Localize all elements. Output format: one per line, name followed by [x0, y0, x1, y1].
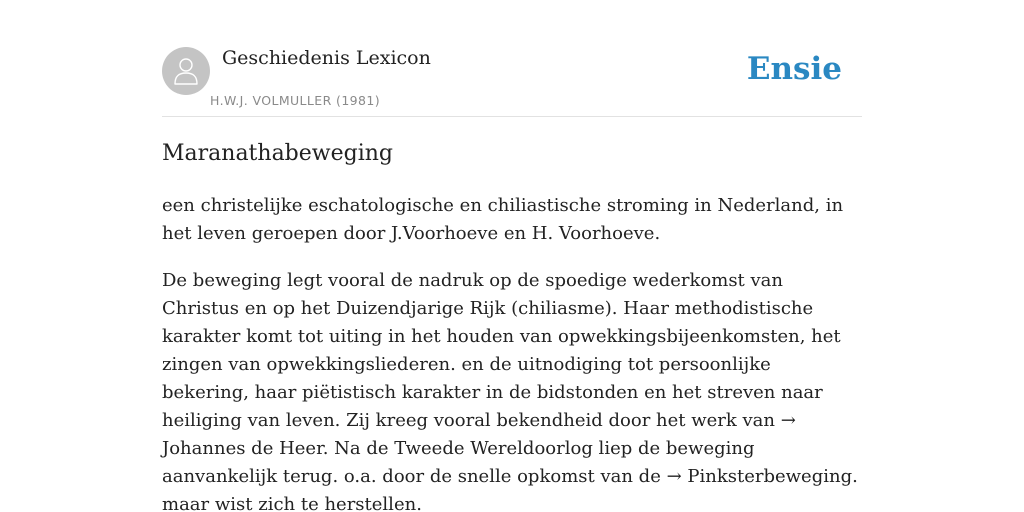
cross-reference-link-johannes-de-heer[interactable]: → Johannes de Heer — [162, 410, 796, 459]
article-title: Maranathabeweging — [162, 141, 394, 166]
article-paragraph — [162, 267, 862, 512]
paragraph-text: De beweging legt vooral de nadruk op de spoedige wederkomst van Christus en op het Duizendjarige Rijk (chiliasme). Haar methodistische karakter komt tot uiting in het houden van opwekkingsbijeenkomsten, het zingen van opwekkingsliederen. en de uitnodiging tot persoonlijke bekering, haar piëtistisch karakter in de bidstonden en het streven naar heiliging van leven. Zij kreeg vooral bekendheid door het werk van — [162, 270, 841, 431]
paragraph-text: . Na de Tweede Wereldoorlog liep de beweging aanvankelijk terug. o.a. door de snelle opkomst van de — [162, 438, 755, 487]
cross-reference-link-pinksterbeweging[interactable]: → Pinksterbeweging — [666, 466, 853, 487]
brand-logo[interactable]: Ensie — [746, 51, 842, 87]
article — [162, 138, 862, 512]
avatar — [162, 47, 210, 95]
source-author: H.W.J. VOLMULLER (1981) — [210, 93, 381, 108]
source-title[interactable]: Geschiedenis Lexicon — [222, 47, 431, 69]
paragraph-text: . maar wist zich te herstellen. — [162, 466, 858, 512]
article-paragraph: een christelijke eschatologische en chiliastische stroming in Nederland, in het leven geroepen door J.Voorhoeve en H. Voorhoeve. — [162, 195, 844, 244]
user-icon — [173, 57, 199, 85]
source-header — [162, 46, 862, 117]
